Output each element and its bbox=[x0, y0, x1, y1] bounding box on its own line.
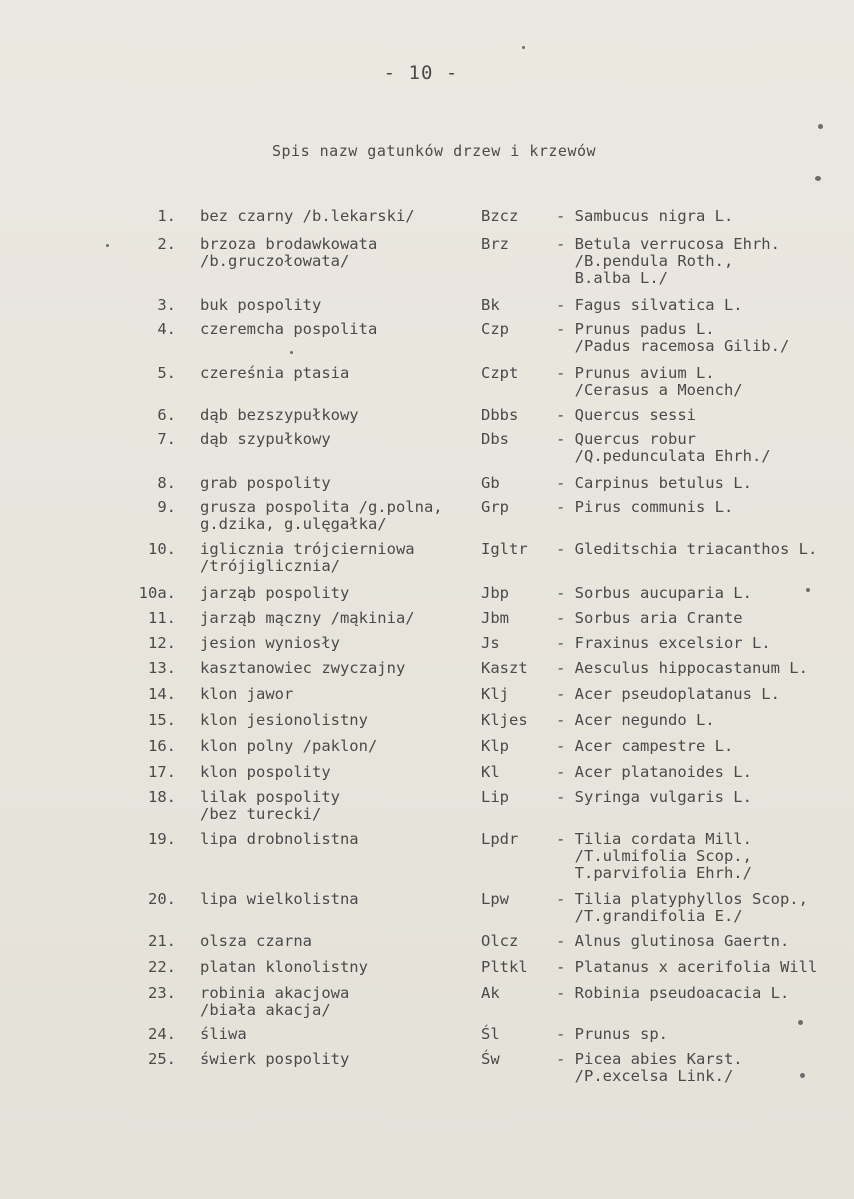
abbreviation: Js bbox=[481, 634, 500, 652]
latin-name: - Platanus x acerifolia Will bbox=[556, 958, 818, 976]
entry-number: 14. bbox=[148, 685, 176, 703]
latin-name: - Sorbus aria Crante bbox=[556, 609, 743, 627]
latin-name: - Acer negundo L. bbox=[556, 711, 715, 729]
polish-name: dąb bezszypułkowy bbox=[200, 406, 359, 424]
polish-name: klon jesionolistny bbox=[200, 711, 368, 729]
latin-name: - Tilia cordata Mill. /T.ulmifolia Scop., T.parvifolia Ehrh./ bbox=[556, 830, 752, 882]
entry-number: 3. bbox=[157, 296, 176, 314]
abbreviation: Kaszt bbox=[481, 659, 528, 677]
latin-name: - Acer campestre L. bbox=[556, 737, 734, 755]
entry-number: 10. bbox=[148, 540, 176, 558]
latin-name: - Tilia platyphyllos Scop., /T.grandifolia E./ bbox=[556, 890, 808, 925]
abbreviation: Ak bbox=[481, 984, 500, 1002]
latin-name: - Acer pseudoplatanus L. bbox=[556, 685, 780, 703]
latin-name: - Fagus silvatica L. bbox=[556, 296, 743, 314]
abbreviation: Brz bbox=[481, 235, 509, 253]
speck-mark bbox=[798, 1020, 803, 1025]
page-title: Spis nazw gatunków drzew i krzewów bbox=[272, 142, 597, 160]
abbreviation: Klj bbox=[481, 685, 509, 703]
abbreviation: Pltkl bbox=[481, 958, 528, 976]
polish-name: platan klonolistny bbox=[200, 958, 368, 976]
abbreviation: Czp bbox=[481, 320, 509, 338]
polish-name: grab pospolity bbox=[200, 474, 331, 492]
abbreviation: Lpdr bbox=[481, 830, 519, 848]
speck-mark bbox=[522, 46, 525, 49]
entry-number: 9. bbox=[157, 498, 176, 516]
latin-name: - Syringa vulgaris L. bbox=[556, 788, 752, 806]
speck-mark bbox=[818, 124, 823, 129]
polish-name: olsza czarna bbox=[200, 932, 312, 950]
abbreviation: Lip bbox=[481, 788, 509, 806]
entry-number: 4. bbox=[157, 320, 176, 338]
entry-number: 8. bbox=[157, 474, 176, 492]
latin-name: - Picea abies Karst. /P.excelsa Link./ bbox=[556, 1050, 743, 1085]
abbreviation: Gb bbox=[481, 474, 500, 492]
speck-mark bbox=[800, 1073, 805, 1078]
polish-name: lipa wielkolistna bbox=[200, 890, 359, 908]
abbreviation: Dbs bbox=[481, 430, 509, 448]
latin-name: - Betula verrucosa Ehrh. /B.pendula Roth., B.alba L./ bbox=[556, 235, 780, 287]
entry-number: 2. bbox=[157, 235, 176, 253]
speck-mark bbox=[815, 176, 821, 181]
polish-name: śliwa bbox=[200, 1025, 247, 1043]
entry-number: 15. bbox=[148, 711, 176, 729]
polish-name: jarząb pospolity bbox=[200, 584, 350, 602]
speck-mark bbox=[106, 244, 109, 247]
latin-name: - Sambucus nigra L. bbox=[556, 207, 734, 225]
entry-number: 24. bbox=[148, 1025, 176, 1043]
entry-number: 17. bbox=[148, 763, 176, 781]
entry-number: 16. bbox=[148, 737, 176, 755]
polish-name: iglicznia trójcierniowa /trójiglicznia/ bbox=[200, 540, 415, 575]
latin-name: - Prunus sp. bbox=[556, 1025, 668, 1043]
entry-number: 11. bbox=[148, 609, 176, 627]
latin-name: - Robinia pseudoacacia L. bbox=[556, 984, 790, 1002]
polish-name: klon pospolity bbox=[200, 763, 331, 781]
latin-name: - Prunus avium L. /Cerasus a Moench/ bbox=[556, 364, 743, 399]
polish-name: kasztanowiec zwyczajny bbox=[200, 659, 406, 677]
latin-name: - Pirus communis L. bbox=[556, 498, 734, 516]
latin-name: - Carpinus betulus L. bbox=[556, 474, 752, 492]
polish-name: klon polny /paklon/ bbox=[200, 737, 378, 755]
entry-number: 19. bbox=[148, 830, 176, 848]
entry-number: 23. bbox=[148, 984, 176, 1002]
abbreviation: Lpw bbox=[481, 890, 509, 908]
entry-number: 22. bbox=[148, 958, 176, 976]
entry-number: 25. bbox=[148, 1050, 176, 1068]
abbreviation: Bzcz bbox=[481, 207, 519, 225]
abbreviation: Bk bbox=[481, 296, 500, 314]
latin-name: - Quercus sessi bbox=[556, 406, 696, 424]
polish-name: lilak pospolity /bez turecki/ bbox=[200, 788, 340, 823]
abbreviation: Klp bbox=[481, 737, 509, 755]
latin-name: - Fraxinus excelsior L. bbox=[556, 634, 771, 652]
speck-mark bbox=[290, 351, 293, 354]
polish-name: świerk pospolity bbox=[200, 1050, 350, 1068]
polish-name: klon jawor bbox=[200, 685, 294, 703]
latin-name: - Prunus padus L. /Padus racemosa Gilib./ bbox=[556, 320, 790, 355]
speck-mark bbox=[806, 588, 810, 592]
polish-name: czeremcha pospolita bbox=[200, 320, 378, 338]
polish-name: brzoza brodawkowata /b.gruczołowata/ bbox=[200, 235, 378, 270]
abbreviation: Jbm bbox=[481, 609, 509, 627]
abbreviation: Olcz bbox=[481, 932, 519, 950]
abbreviation: Igltr bbox=[481, 540, 528, 558]
entry-number: 12. bbox=[148, 634, 176, 652]
polish-name: bez czarny /b.lekarski/ bbox=[200, 207, 415, 225]
polish-name: czereśnia ptasia bbox=[200, 364, 350, 382]
entry-number: 18. bbox=[148, 788, 176, 806]
entry-number: 7. bbox=[157, 430, 176, 448]
latin-name: - Alnus glutinosa Gaertn. bbox=[556, 932, 790, 950]
polish-name: robinia akacjowa /biała akacja/ bbox=[200, 984, 350, 1019]
polish-name: jarząb mączny /mąkinia/ bbox=[200, 609, 415, 627]
polish-name: dąb szypułkowy bbox=[200, 430, 331, 448]
polish-name: buk pospolity bbox=[200, 296, 322, 314]
abbreviation: Śl bbox=[481, 1025, 500, 1043]
entry-number: 6. bbox=[157, 406, 176, 424]
abbreviation: Jbp bbox=[481, 584, 509, 602]
abbreviation: Dbbs bbox=[481, 406, 519, 424]
latin-name: - Acer platanoides L. bbox=[556, 763, 752, 781]
entry-number: 20. bbox=[148, 890, 176, 908]
latin-name: - Quercus robur /Q.pedunculata Ehrh./ bbox=[556, 430, 771, 465]
abbreviation: Grp bbox=[481, 498, 509, 516]
abbreviation: Św bbox=[481, 1050, 500, 1068]
entry-number: 13. bbox=[148, 659, 176, 677]
entry-number: 5. bbox=[157, 364, 176, 382]
polish-name: grusza pospolita /g.polna, g.dzika, g.ulęgałka/ bbox=[200, 498, 443, 533]
latin-name: - Gleditschia triacanthos L. bbox=[556, 540, 818, 558]
latin-name: - Aesculus hippocastanum L. bbox=[556, 659, 808, 677]
abbreviation: Kl bbox=[481, 763, 500, 781]
polish-name: lipa drobnolistna bbox=[200, 830, 359, 848]
polish-name: jesion wyniosły bbox=[200, 634, 340, 652]
latin-name: - Sorbus aucuparia L. bbox=[556, 584, 752, 602]
entry-number: 10a. bbox=[138, 584, 176, 602]
abbreviation: Czpt bbox=[481, 364, 519, 382]
abbreviation: Kljes bbox=[481, 711, 528, 729]
page-number: - 10 - bbox=[383, 62, 459, 84]
entry-number: 21. bbox=[148, 932, 176, 950]
entry-number: 1. bbox=[157, 207, 176, 225]
